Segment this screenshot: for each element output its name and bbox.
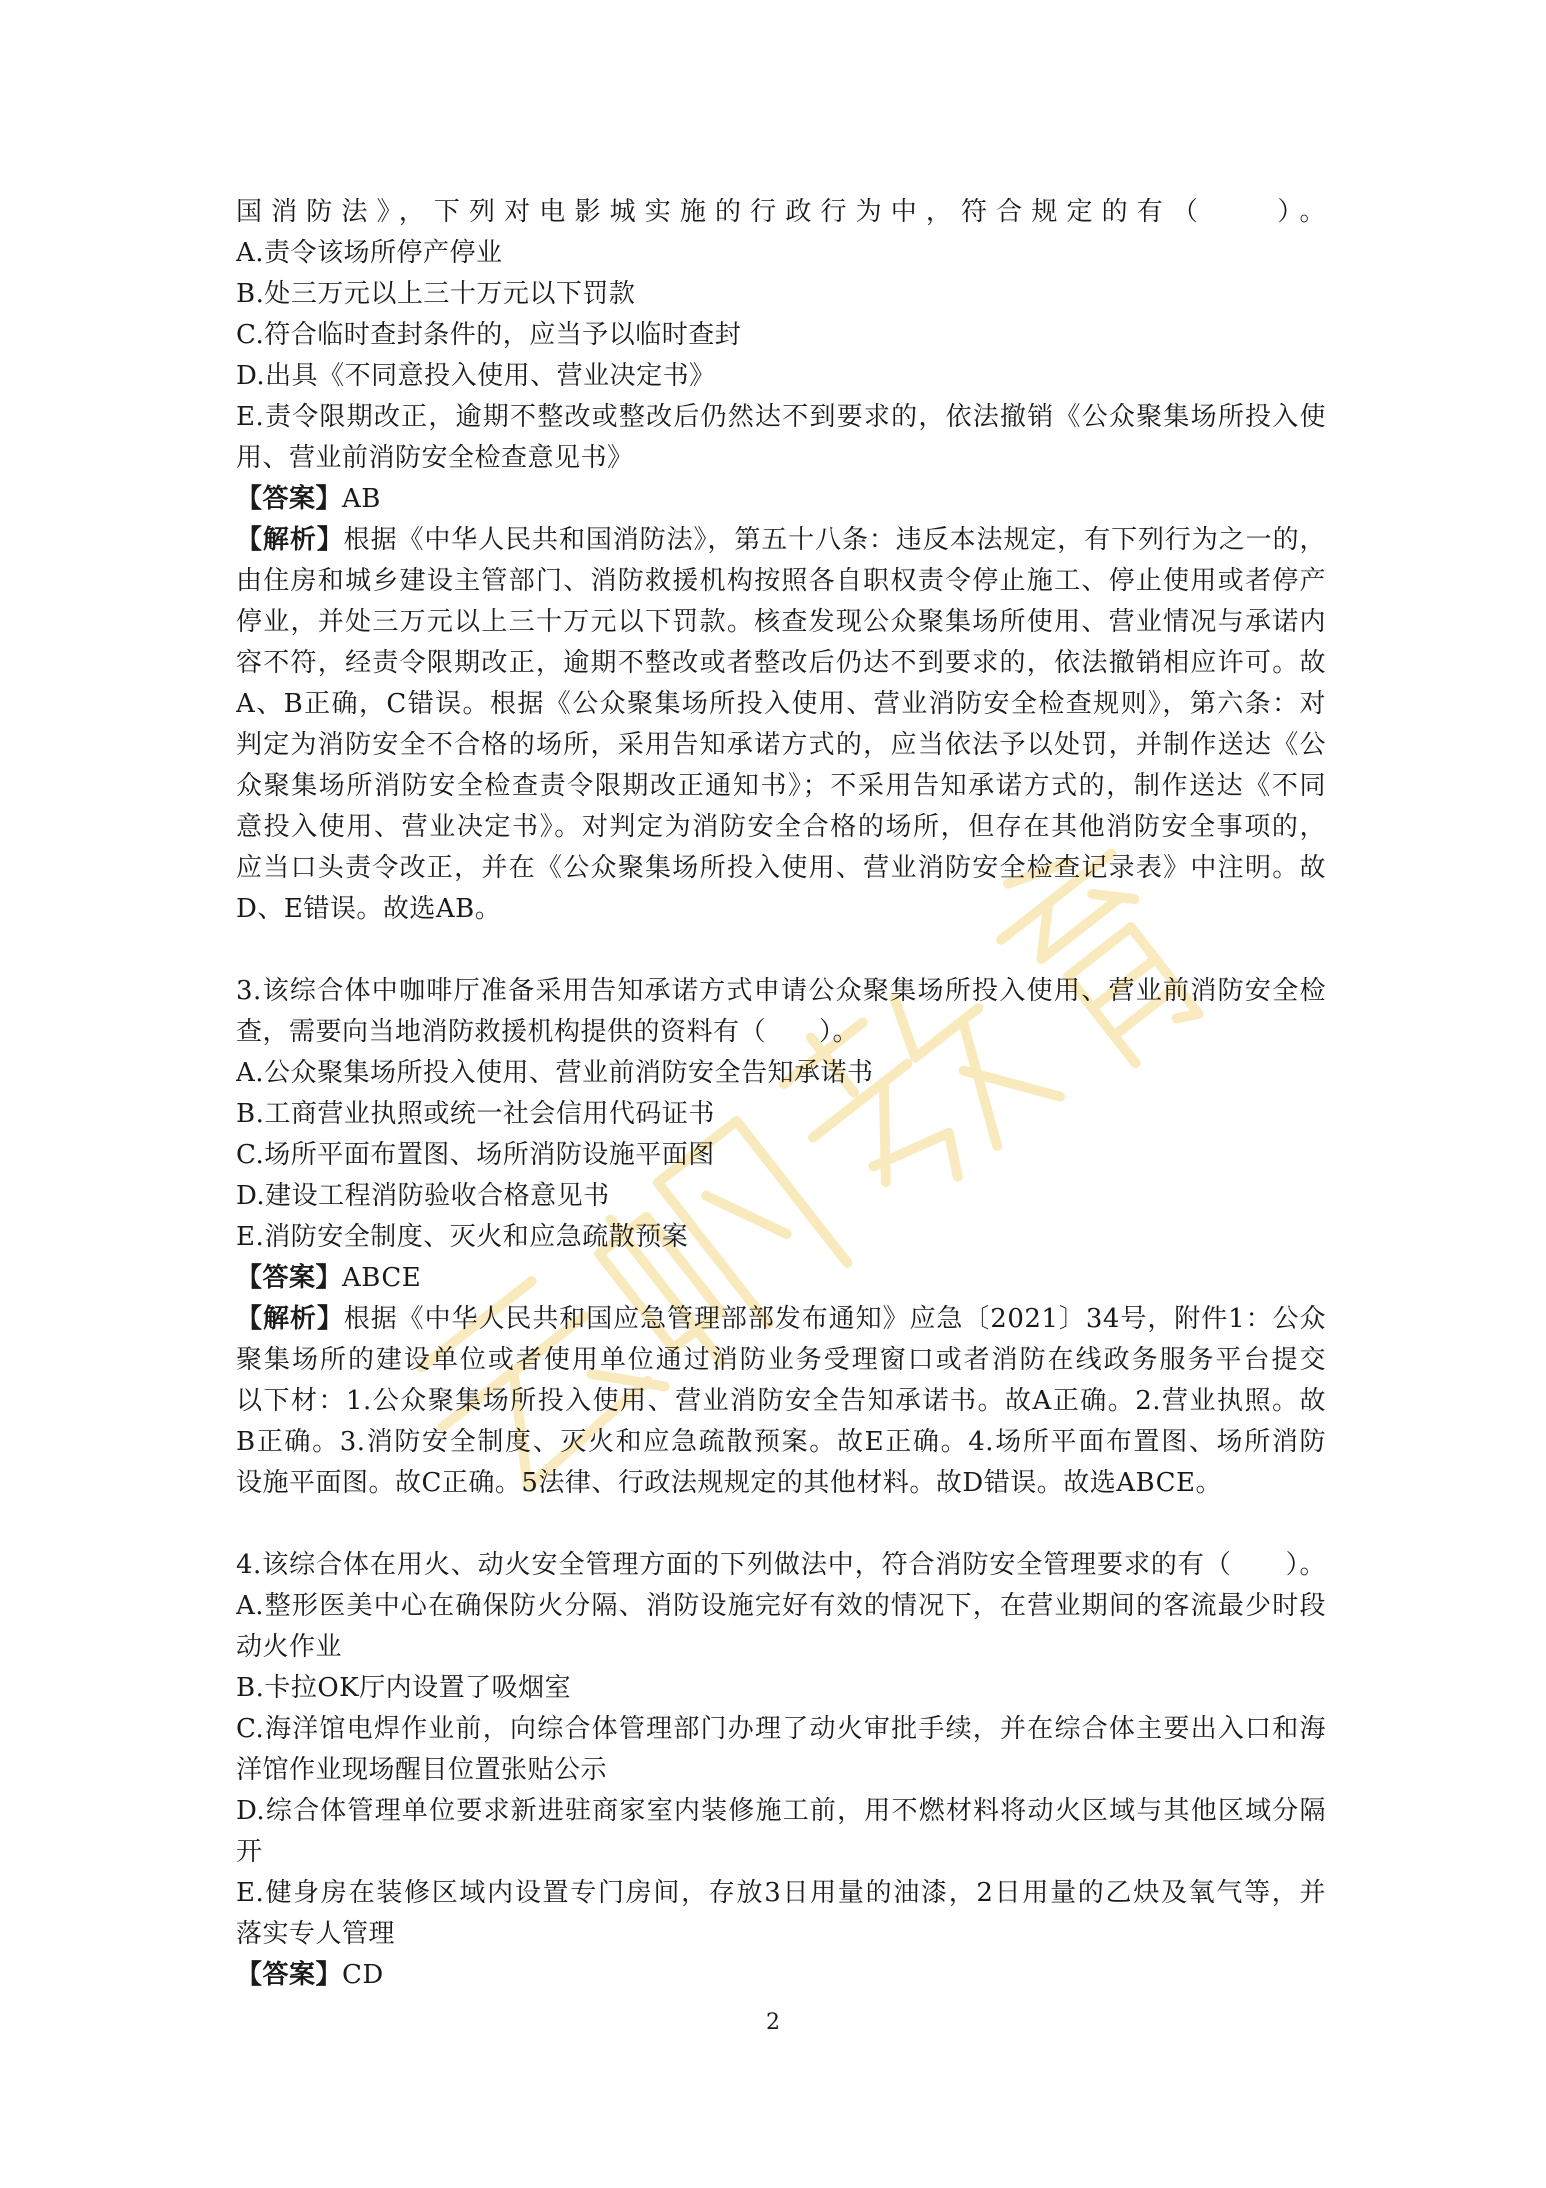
answer-value: CD <box>342 1960 384 1990</box>
answer-value: ABCE <box>342 1263 422 1293</box>
q2-analysis-line: A、B正确，C错误。根据《公众聚集场所投入使用、营业消防安全检查规则》，第六条：对 <box>236 689 1326 719</box>
q2-option-e: E.责令限期改正，逾期不整改或整改后仍然达不到要求的，依法撤销《公众聚集场所投入使 <box>236 402 1326 432</box>
q3-option-c: C.场所平面布置图、场所消防设施平面图 <box>236 1140 715 1170</box>
q4-option-c-cont: 洋馆作业现场醒目位置张贴公示 <box>236 1755 608 1785</box>
q4-section <box>236 1545 1326 1996</box>
q4-option-e-cont: 落实专人管理 <box>236 1919 396 1949</box>
q4-option-a: A.整形医美中心在确保防火分隔、消防设施完好有效的情况下，在营业期间的客流最少时段 <box>236 1591 1326 1621</box>
q3-stem-line: 3.该综合体中咖啡厅准备采用告知承诺方式申请公众聚集场所投入使用、营业前消防安全检 <box>236 976 1326 1006</box>
q3-stem-line: 查，需要向当地消防救援机构提供的资料有（ ）。 <box>236 1017 860 1047</box>
q3-analysis-line: B正确。3.消防安全制度、灭火和应急疏散预案。故E正确。4.场所平面布置图、场所消防 <box>236 1427 1326 1457</box>
q2-analysis-line: 由住房和城乡建设主管部门、消防救援机构按照各自职权责令停止施工、停止使用或者停产 <box>236 566 1326 596</box>
analysis-text: 根据《中华人民共和国消防法》，第五十八条：违反本法规定，有下列行为之一的， <box>343 525 1326 555</box>
q2-stem-line: 国消防法》，下列对电影城实施的行政行为中，符合规定的有（ ）。 <box>236 197 1326 227</box>
q3-option-a: A.公众聚集场所投入使用、营业前消防安全告知承诺书 <box>236 1058 874 1088</box>
q3-option-e: E.消防安全制度、灭火和应急疏散预案 <box>236 1222 689 1252</box>
q2-answer <box>236 479 1326 520</box>
q2-analysis-first <box>236 520 1326 561</box>
q3-section <box>236 971 1326 1504</box>
q2-option-b: B.处三万元以上三十万元以下罚款 <box>236 279 636 309</box>
q3-option-d: D.建设工程消防验收合格意见书 <box>236 1181 610 1211</box>
q4-option-d-cont: 开 <box>236 1837 263 1867</box>
q3-option-b: B.工商营业执照或统一社会信用代码证书 <box>236 1099 715 1129</box>
spacer <box>236 930 1326 971</box>
q2-analysis-line: 判定为消防安全不合格的场所，采用告知承诺方式的，应当依法予以处罚，并制作送达《公 <box>236 730 1326 760</box>
analysis-label: 【解析】 <box>236 1304 344 1334</box>
document-page <box>236 192 1326 1996</box>
spacer <box>236 1504 1326 1545</box>
q4-stem-line: 4.该综合体在用火、动火安全管理方面的下列做法中，符合消防安全管理要求的有（ ）。 <box>236 1550 1326 1580</box>
q2-option-e-cont: 用、营业前消防安全检查意见书》 <box>236 443 634 473</box>
analysis-text: 根据《中华人民共和国应急管理部部发布通知》应急〔2021〕34号，附件1：公众 <box>343 1304 1326 1334</box>
q2-option-a: A.责令该场所停产停业 <box>236 238 503 268</box>
q2-section <box>236 192 1326 930</box>
answer-value: AB <box>342 484 381 514</box>
q2-option-d: D.出具《不同意投入使用、营业决定书》 <box>236 361 716 391</box>
q2-analysis-line: 应当口头责令改正，并在《公众聚集场所投入使用、营业消防安全检查记录表》中注明。故 <box>236 853 1326 883</box>
answer-label: 【答案】 <box>236 1263 343 1293</box>
q4-option-b: B.卡拉OK厅内设置了吸烟室 <box>236 1673 572 1703</box>
q4-option-e: E.健身房在装修区域内设置专门房间，存放3日用量的油漆，2日用量的乙炔及氧气等，并 <box>236 1878 1326 1908</box>
q2-analysis-line: 停业，并处三万元以上三十万元以下罚款。核查发现公众聚集场所使用、营业情况与承诺内 <box>236 607 1326 637</box>
q3-analysis-line: 设施平面图。故C正确。5法律、行政法规规定的其他材料。故D错误。故选ABCE。 <box>236 1468 1223 1498</box>
q3-analysis-first <box>236 1299 1326 1340</box>
q3-analysis-line: 以下材：1.公众聚集场所投入使用、营业消防安全告知承诺书。故A正确。2.营业执照。故 <box>236 1386 1326 1416</box>
q2-analysis-line: 容不符，经责令限期改正，逾期不整改或者整改后仍达不到要求的，依法撤销相应许可。故 <box>236 648 1326 678</box>
analysis-label: 【解析】 <box>236 525 344 555</box>
answer-label: 【答案】 <box>236 1960 343 1990</box>
q4-option-d: D.综合体管理单位要求新进驻商家室内装修施工前，用不燃材料将动火区域与其他区域分隔 <box>236 1796 1326 1826</box>
answer-label: 【答案】 <box>236 484 343 514</box>
page-number: 2 <box>766 2010 780 2035</box>
q4-option-a-cont: 动火作业 <box>236 1632 343 1662</box>
q3-answer <box>236 1258 1326 1299</box>
q3-analysis-line: 聚集场所的建设单位或者使用单位通过消防业务受理窗口或者消防在线政务服务平台提交 <box>236 1345 1326 1375</box>
q2-analysis-line: 众聚集场所消防安全检查责令限期改正通知书》；不采用告知承诺方式的，制作送达《不同 <box>236 771 1326 801</box>
q4-answer <box>236 1955 1326 1996</box>
q4-option-c: C.海洋馆电焊作业前，向综合体管理部门办理了动火审批手续，并在综合体主要出入口和海 <box>236 1714 1326 1744</box>
q2-analysis-line: 意投入使用、营业决定书》。对判定为消防安全合格的场所，但存在其他消防安全事项的， <box>236 812 1326 842</box>
q2-option-c: C.符合临时查封条件的，应当予以临时查封 <box>236 320 742 350</box>
q2-analysis-line: D、E错误。故选AB。 <box>236 894 502 924</box>
